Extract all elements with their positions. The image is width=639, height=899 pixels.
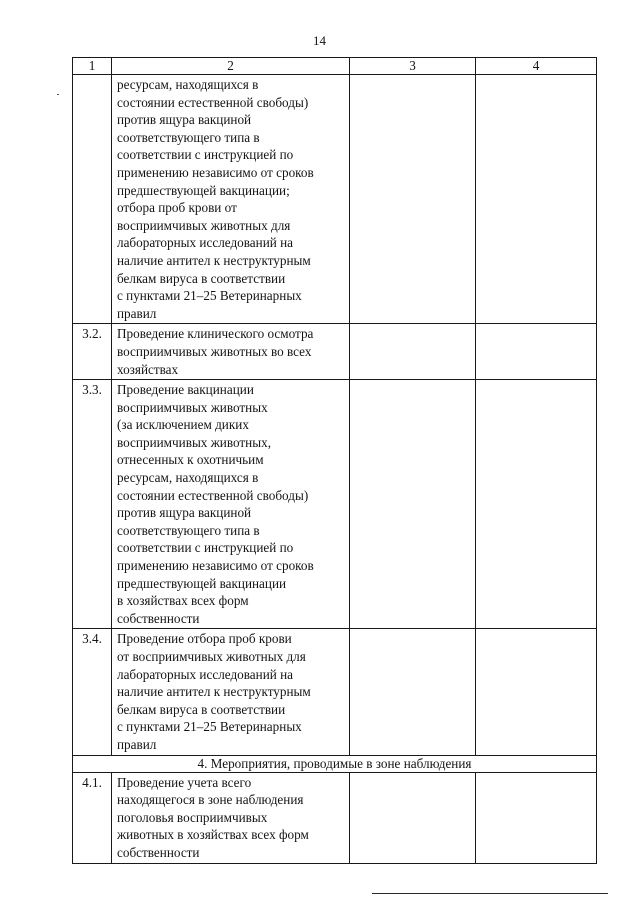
description-line: наличие антител к неструктурным	[117, 684, 311, 700]
description-line: правил	[117, 736, 157, 752]
table-row	[73, 75, 597, 324]
row-number: 3.4.	[73, 629, 112, 755]
description-line: состоянии естественной свободы)	[117, 487, 309, 503]
description-line: лабораторных исследований на	[117, 235, 294, 251]
description-line: с пунктами 21–25 Ветеринарных	[117, 719, 302, 735]
description-line: наличие антител к неструктурным	[117, 252, 311, 268]
description-line: в хозяйствах всех форм	[117, 593, 249, 609]
responsible-cell	[476, 324, 597, 380]
row-number: 4.1.	[73, 772, 112, 863]
description-line: соответствии с инструкцией по	[117, 540, 294, 556]
description-line: белкам вируса в соответствии	[117, 701, 286, 717]
table-row	[73, 324, 597, 380]
table-row	[73, 380, 597, 629]
measure-description	[112, 772, 350, 863]
description-line: восприимчивых животных	[117, 399, 268, 415]
description-line: животных в хозяйствах всех форм	[117, 827, 309, 843]
description-line: соответствующего типа в	[117, 129, 260, 145]
description-line: лабораторных исследований на	[117, 666, 294, 682]
row-number: 3.2.	[73, 324, 112, 380]
description-line: собственности	[117, 844, 200, 860]
description-line: против ящура вакциной	[117, 112, 252, 128]
description-line: от восприимчивых животных для	[117, 649, 306, 664]
footer-rule	[372, 893, 608, 894]
measure-description	[112, 380, 350, 629]
description-line: восприимчивых животных во всех	[117, 343, 312, 359]
table-row	[73, 629, 597, 755]
column-header-3: 3	[350, 58, 476, 75]
responsible-cell	[476, 380, 597, 629]
scan-artifact	[57, 94, 59, 95]
description-line: соответствии с инструкцией по	[117, 147, 294, 163]
measure-description	[112, 324, 350, 380]
table-header-row	[73, 58, 597, 75]
column-header-4: 4	[476, 58, 597, 75]
row-number: 3.3.	[73, 380, 112, 629]
description-line: отнесенных к охотничьим	[117, 452, 264, 468]
description-line: Проведение клинического осмотра	[117, 326, 314, 342]
measure-description	[112, 629, 350, 755]
measure-description	[112, 75, 350, 324]
description-line: отбора проб крови от	[117, 200, 237, 216]
description-line: с пунктами 21–25 Ветеринарных	[117, 288, 302, 304]
description-line: собственности	[117, 610, 200, 626]
column-header-1: 1	[73, 58, 112, 75]
deadline-cell	[350, 75, 476, 324]
deadline-cell	[350, 629, 476, 755]
description-line: соответствующего типа в	[117, 522, 260, 538]
row-number	[73, 75, 112, 324]
description-line: ресурсам, находящихся в	[117, 77, 259, 92]
description-line: Проведение учета всего	[117, 774, 252, 790]
deadline-cell	[350, 772, 476, 863]
responsible-cell	[476, 772, 597, 863]
deadline-cell	[350, 324, 476, 380]
description-line: ресурсам, находящихся в	[117, 470, 259, 486]
description-line: белкам вируса в соответствии	[117, 270, 286, 286]
description-line: поголовья восприимчивых	[117, 809, 268, 825]
deadline-cell	[350, 380, 476, 629]
table-row	[73, 772, 597, 863]
section-heading-row	[73, 755, 597, 772]
responsible-cell	[476, 75, 597, 324]
measures-table	[72, 57, 597, 864]
description-line: хозяйствах	[117, 361, 179, 377]
description-line: находящегося в зоне наблюдения	[117, 792, 304, 808]
description-line: против ящура вакциной	[117, 505, 252, 521]
description-line: Проведение отбора проб крови	[117, 631, 292, 647]
section-heading: 4. Мероприятия, проводимые в зоне наблюдения	[73, 755, 597, 772]
column-header-2: 2	[112, 58, 350, 75]
page-number: 14	[313, 33, 326, 48]
description-line: применению независимо от сроков	[117, 558, 314, 574]
description-line: восприимчивых животных для	[117, 217, 291, 233]
description-line: (за исключением диких	[117, 417, 249, 433]
description-line: состоянии естественной свободы)	[117, 94, 309, 110]
description-line: правил	[117, 305, 157, 321]
description-line: применению независимо от сроков	[117, 164, 314, 180]
description-line: предшествующей вакцинации	[117, 575, 287, 591]
description-line: предшествующей вакцинации;	[117, 182, 290, 198]
responsible-cell	[476, 629, 597, 755]
description-line: Проведение вакцинации	[117, 382, 254, 398]
description-line: восприимчивых животных,	[117, 434, 271, 450]
